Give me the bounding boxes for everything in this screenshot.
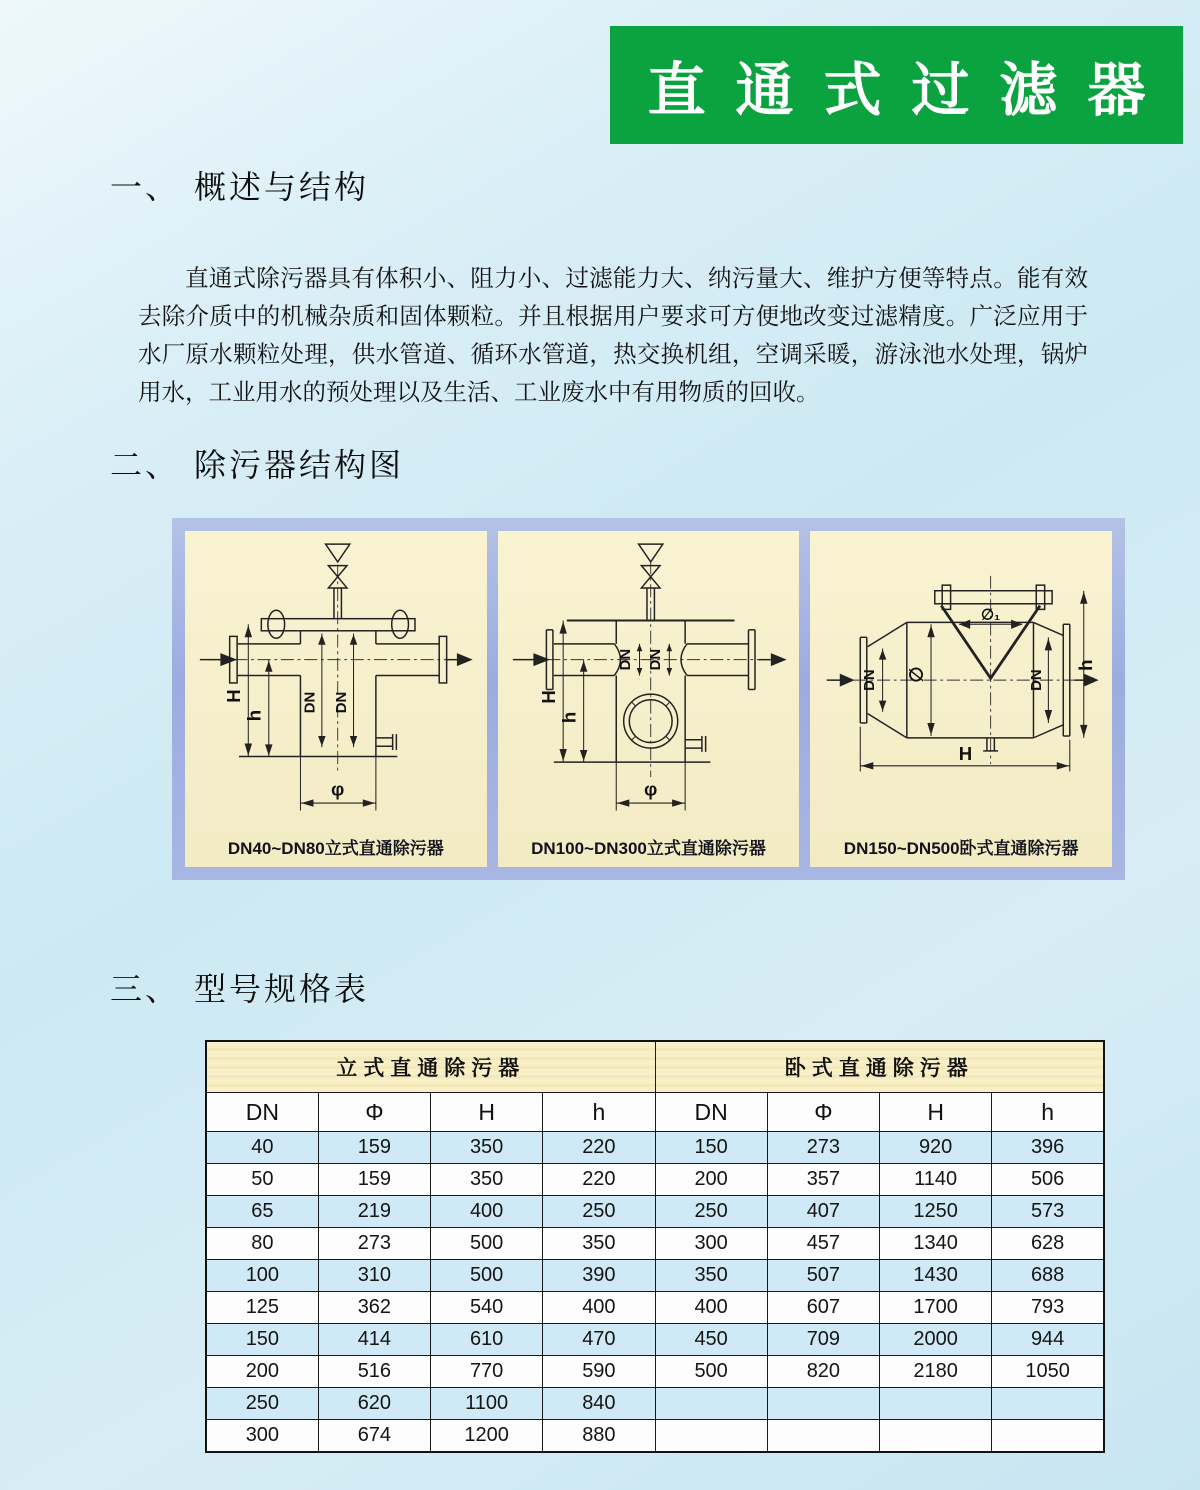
col-header: DN	[206, 1093, 318, 1132]
spec-cell: 2000	[880, 1324, 992, 1356]
spec-cell: 350	[543, 1228, 655, 1260]
dim-label-DN: DN	[1029, 669, 1046, 691]
dim-label-h: h	[243, 709, 265, 722]
spec-cell: 400	[655, 1292, 767, 1324]
spec-cell: 944	[992, 1324, 1104, 1356]
dim-label-DN: DN	[647, 648, 664, 671]
spec-cell: 220	[543, 1132, 655, 1164]
spec-cell: 507	[767, 1260, 879, 1292]
diagram-caption: DN100~DN300立式直通除污器	[531, 839, 766, 858]
col-header: Φ	[767, 1093, 879, 1132]
section-structure-heading	[110, 440, 404, 486]
col-header: h	[543, 1093, 655, 1132]
spec-cell	[992, 1420, 1104, 1453]
spec-row	[206, 1260, 1104, 1292]
spec-cell: 920	[880, 1132, 992, 1164]
overview-paragraph: 直通式除污器具有体积小、阻力小、过滤能力大、纳污量大、维护方便等特点。能有效去除介质中的机械杂质和固体颗粒。并且根据用户要求可方便地改变过滤精度。广泛应用于水厂原水颗粒处理，供水管道、循环水管道，热交换机组，空调采暖，游泳池水处理，锅炉用水，工业用水的预处理以及生活、工业废水中有用物质的回收。	[138, 264, 1088, 405]
spec-cell: 100	[206, 1260, 318, 1292]
column-header-row	[206, 1093, 1104, 1132]
page-title: 直通式过滤器	[647, 58, 1176, 123]
spec-cell: 1050	[992, 1356, 1104, 1388]
spec-cell: 390	[543, 1260, 655, 1292]
spec-row	[206, 1356, 1104, 1388]
spec-cell: 607	[767, 1292, 879, 1324]
spec-cell: 1140	[880, 1164, 992, 1196]
spec-cell: 200	[655, 1164, 767, 1196]
dim-label-DN: DN	[617, 648, 634, 671]
col-header: h	[992, 1093, 1104, 1132]
col-header: H	[880, 1093, 992, 1132]
spec-cell: 516	[318, 1356, 430, 1388]
spec-cell	[880, 1388, 992, 1420]
spec-cell: 400	[431, 1196, 543, 1228]
spec-cell: 540	[431, 1292, 543, 1324]
spec-cell: 1100	[431, 1388, 543, 1420]
spec-cell: 125	[206, 1292, 318, 1324]
spec-row	[206, 1132, 1104, 1164]
spec-cell: 150	[655, 1132, 767, 1164]
spec-cell: 350	[431, 1164, 543, 1196]
spec-cell: 1700	[880, 1292, 992, 1324]
vertical-strainer-small-diagram	[185, 533, 487, 831]
spec-cell: 590	[543, 1356, 655, 1388]
horizontal-strainer-diagram	[810, 533, 1112, 831]
dim-label-DN: DN	[862, 669, 879, 691]
spec-cell: 2180	[880, 1356, 992, 1388]
spec-cell: 396	[992, 1132, 1104, 1164]
spec-cell: 500	[431, 1228, 543, 1260]
spec-cell: 357	[767, 1164, 879, 1196]
section-number: 三、	[110, 971, 181, 1007]
spec-row	[206, 1324, 1104, 1356]
spec-cell: 457	[767, 1228, 879, 1260]
section-specs-heading	[110, 964, 369, 1010]
col-header: Φ	[318, 1093, 430, 1132]
spec-cell	[992, 1388, 1104, 1420]
diagram-frame	[172, 518, 1125, 880]
dim-label-DN: DN	[302, 691, 319, 714]
col-header: DN	[655, 1093, 767, 1132]
spec-cell: 40	[206, 1132, 318, 1164]
dim-label-H: H	[222, 689, 244, 703]
spec-cell: 1430	[880, 1260, 992, 1292]
spec-cell: 250	[543, 1196, 655, 1228]
dim-label-phi1: ∅₁	[981, 607, 1001, 624]
spec-cell: 450	[655, 1324, 767, 1356]
spec-cell: 159	[318, 1132, 430, 1164]
spec-cell: 80	[206, 1228, 318, 1260]
spec-row	[206, 1420, 1104, 1453]
dim-label-H: H	[537, 690, 559, 704]
spec-cell	[767, 1420, 879, 1453]
dim-label-H: H	[959, 743, 973, 765]
spec-cell: 820	[767, 1356, 879, 1388]
spec-cell: 628	[992, 1228, 1104, 1260]
dim-label-h: h	[1075, 659, 1097, 671]
spec-cell: 50	[206, 1164, 318, 1196]
spec-cell	[655, 1388, 767, 1420]
spec-cell: 880	[543, 1420, 655, 1453]
spec-cell: 362	[318, 1292, 430, 1324]
spec-row	[206, 1292, 1104, 1324]
diagram-caption: DN40~DN80立式直通除污器	[227, 839, 444, 858]
spec-cell	[767, 1388, 879, 1420]
section-number: 二、	[110, 447, 181, 483]
diagram-caption: DN150~DN500卧式直通除污器	[843, 839, 1079, 858]
spec-cell: 840	[543, 1388, 655, 1420]
spec-cell: 350	[431, 1132, 543, 1164]
spec-cell: 688	[992, 1260, 1104, 1292]
spec-cell: 300	[206, 1420, 318, 1453]
spec-row	[206, 1388, 1104, 1420]
diagram-panel-3	[810, 531, 1112, 867]
spec-cell: 350	[655, 1260, 767, 1292]
spec-cell: 709	[767, 1324, 879, 1356]
spec-cell: 219	[318, 1196, 430, 1228]
spec-row	[206, 1196, 1104, 1228]
dim-label-DN: DN	[334, 691, 351, 714]
group-header-horizontal: 卧式直通除污器	[655, 1041, 1104, 1093]
spec-cell: 770	[431, 1356, 543, 1388]
title-banner	[610, 26, 1183, 144]
spec-cell: 250	[655, 1196, 767, 1228]
spec-row	[206, 1228, 1104, 1260]
diagram-panel-2	[498, 531, 800, 867]
dim-label-phi: φ	[643, 778, 658, 800]
col-header: H	[431, 1093, 543, 1132]
spec-cell: 500	[655, 1356, 767, 1388]
spec-row	[206, 1164, 1104, 1196]
spec-cell: 200	[206, 1356, 318, 1388]
spec-cell: 506	[992, 1164, 1104, 1196]
spec-cell: 300	[655, 1228, 767, 1260]
spec-cell: 220	[543, 1164, 655, 1196]
dim-label-phi: φ	[331, 778, 345, 800]
spec-cell: 500	[431, 1260, 543, 1292]
spec-cell: 620	[318, 1388, 430, 1420]
spec-cell: 159	[318, 1164, 430, 1196]
group-header-vertical: 立式直通除污器	[206, 1041, 655, 1093]
spec-cell: 414	[318, 1324, 430, 1356]
spec-cell: 310	[318, 1260, 430, 1292]
spec-cell: 65	[206, 1196, 318, 1228]
spec-cell: 250	[206, 1388, 318, 1420]
spec-cell: 1250	[880, 1196, 992, 1228]
spec-cell: 400	[543, 1292, 655, 1324]
group-header-row	[206, 1041, 1104, 1093]
section-number: 一、	[110, 169, 181, 205]
spec-cell: 150	[206, 1324, 318, 1356]
section-title: 概述与结构	[194, 169, 370, 205]
spec-table-body	[206, 1132, 1104, 1453]
spec-cell: 1340	[880, 1228, 992, 1260]
spec-cell: 407	[767, 1196, 879, 1228]
section-title: 除污器结构图	[194, 447, 405, 483]
spec-cell	[880, 1420, 992, 1453]
diagram-panel-1	[185, 531, 487, 867]
spec-cell: 273	[767, 1132, 879, 1164]
spec-cell: 610	[431, 1324, 543, 1356]
spec-cell: 793	[992, 1292, 1104, 1324]
spec-cell: 273	[318, 1228, 430, 1260]
spec-cell: 470	[543, 1324, 655, 1356]
spec-cell: 674	[318, 1420, 430, 1453]
spec-table	[205, 1040, 1105, 1453]
dim-label-h: h	[557, 711, 579, 724]
spec-cell: 1200	[431, 1420, 543, 1453]
section-overview-heading	[110, 162, 369, 208]
vertical-strainer-large-diagram	[498, 533, 800, 831]
spec-cell: 573	[992, 1196, 1104, 1228]
spec-cell	[655, 1420, 767, 1453]
section-title: 型号规格表	[194, 971, 370, 1007]
dim-label-phi: ∅	[905, 666, 927, 683]
